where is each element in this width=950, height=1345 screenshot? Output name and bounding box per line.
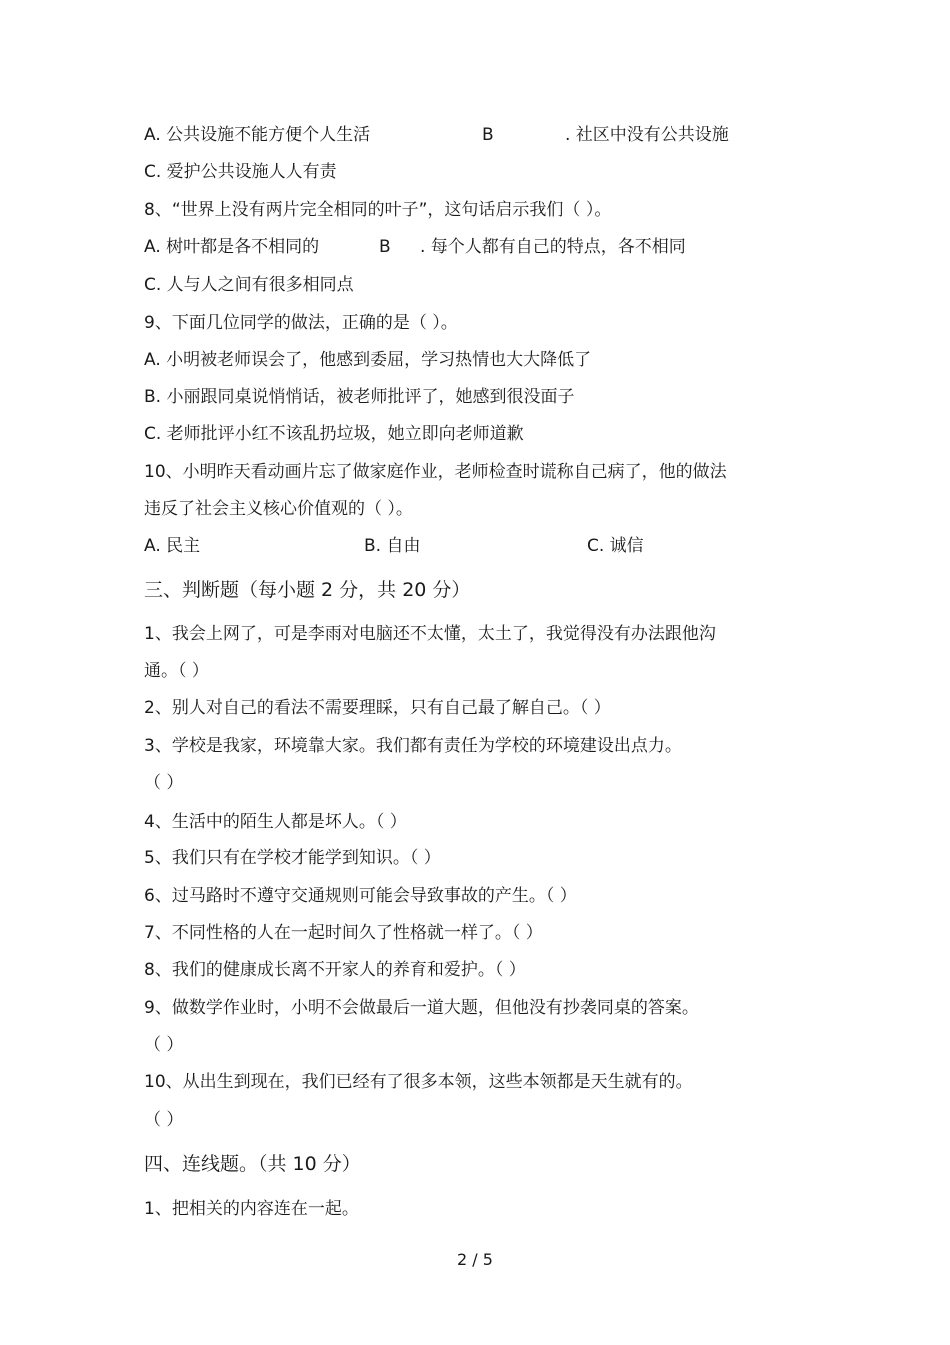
q8-stem: 8、“世界上没有两片完全相同的叶子”，这句话启示我们（ ）。: [144, 200, 612, 220]
q9-option-a: A. 小明被老师误会了，他感到委屈，学习热情也大大降低了: [144, 350, 592, 370]
judgment-item-3a: 3、学校是我家，环境靠大家。我们都有责任为学校的环境建设出点力。: [144, 736, 682, 756]
judgment-item-1a: 1、我会上网了，可是李雨对电脑还不太懂，太土了，我觉得没有办法跟他沟: [144, 624, 716, 644]
q8-option-c: C. 人与人之间有很多相同点: [144, 275, 354, 295]
q9-stem: 9、下面几位同学的做法，正确的是（ ）。: [144, 313, 458, 333]
q8-option-b-text: . 每个人都有自己的特点，各不相同: [420, 237, 686, 257]
judgment-item-6: 6、过马路时不遵守交通规则可能会导致事故的产生。（ ）: [144, 886, 577, 906]
section-4-title: 四、连线题。（共 10 分）: [144, 1153, 361, 1175]
q7-option-c: C. 爱护公共设施人人有责: [144, 162, 337, 182]
q10-stem-line2: 违反了社会主义核心价值观的（ ）。: [144, 499, 413, 519]
judgment-item-7: 7、不同性格的人在一起时间久了性格就一样了。（ ）: [144, 923, 543, 943]
q8-option-b-letter: B: [379, 237, 391, 257]
q10-option-c: C. 诚信: [587, 536, 644, 556]
q9-option-b: B. 小丽跟同桌说悄悄话，被老师批评了，她感到很没面子: [144, 387, 575, 407]
q10-stem-line1: 10、小明昨天看动画片忘了做家庭作业，老师检查时谎称自己病了，他的做法: [144, 462, 727, 482]
q7-option-b-text: . 社区中没有公共设施: [565, 125, 729, 145]
page-number: 2 / 5: [457, 1250, 493, 1269]
section-3-title: 三、判断题（每小题 2 分，共 20 分）: [144, 579, 471, 601]
q9-option-c: C. 老师批评小红不该乱扔垃圾，她立即向老师道歉: [144, 424, 524, 444]
judgment-item-5: 5、我们只有在学校才能学到知识。（ ）: [144, 848, 441, 868]
q7-option-a: A. 公共设施不能方便个人生活: [144, 125, 371, 145]
q8-option-a: A. 树叶都是各不相同的: [144, 237, 320, 257]
q10-option-a: A. 民主: [144, 536, 201, 556]
judgment-item-10a: 10、从出生到现在，我们已经有了很多本领，这些本领都是天生就有的。: [144, 1072, 693, 1092]
judgment-item-1b: 通。（ ）: [144, 661, 209, 681]
judgment-item-9a: 9、做数学作业时，小明不会做最后一道大题，但他没有抄袭同桌的答案。: [144, 998, 699, 1018]
judgment-item-8: 8、我们的健康成长离不开家人的养育和爱护。（ ）: [144, 960, 526, 980]
q7-option-b-letter: B: [482, 125, 494, 145]
q10-option-b: B. 自由: [364, 536, 421, 556]
judgment-item-3b: （ ）: [144, 773, 184, 793]
judgment-item-2: 2、别人对自己的看法不需要理睬，只有自己最了解自己。（ ）: [144, 698, 611, 718]
judgment-item-10b: （ ）: [144, 1110, 184, 1130]
judgment-item-9b: （ ）: [144, 1035, 184, 1055]
matching-item-1: 1、把相关的内容连在一起。: [144, 1199, 359, 1219]
judgment-item-4: 4、生活中的陌生人都是坏人。（ ）: [144, 812, 407, 832]
